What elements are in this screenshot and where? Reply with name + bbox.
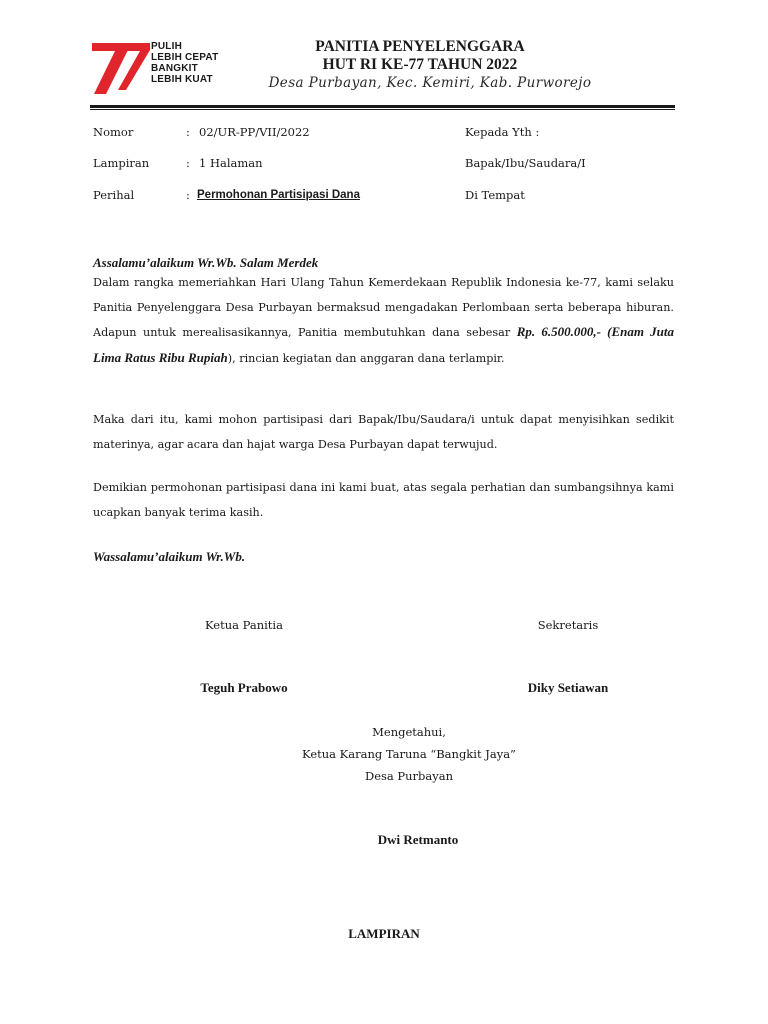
kepada-label: Kepada Yth :	[465, 125, 540, 139]
letterhead-divider-thin	[90, 109, 675, 110]
paragraph-3: Demikian permohonan partisipasi dana ini kami buat, atas segala perhatian dan sumbangsihnya kami ucapkan banyak terima kasih.	[93, 481, 674, 519]
letterhead-organization: PANITIA PENYELENGGARA	[315, 38, 525, 55]
perihal-colon: :	[186, 188, 190, 202]
paragraph-1	[93, 271, 674, 371]
recipient: Bapak/Ibu/Saudara/I	[465, 156, 586, 170]
logo-tagline	[151, 41, 218, 85]
perihal-label: Perihal	[93, 188, 135, 202]
letterhead-event: HUT RI KE-77 TAHUN 2022	[322, 56, 518, 73]
karang-taruna-name: Dwi Retmanto	[377, 832, 459, 847]
lampiran-label: Lampiran	[93, 156, 150, 170]
letterhead-divider	[90, 105, 675, 108]
paragraph-1-tail: ), rincian kegiatan dan anggaran dana terlampir.	[227, 351, 505, 365]
closing-greeting: Wassalamu’alaikum Wr.Wb.	[93, 549, 246, 564]
requested-amount: Rp. 6.500.000,- (Enam Juta Lima Ratus Ribu Rupiah	[93, 324, 674, 365]
greeting: Assalamu’alaikum Wr.Wb. Salam Merdek	[93, 255, 319, 270]
logo-line: PULIH	[151, 41, 182, 52]
nomor-label: Nomor	[93, 125, 134, 139]
mengetahui-label: Mengetahui,	[372, 725, 446, 739]
sekretaris-role: Sekretaris	[537, 618, 599, 632]
sekretaris-name: Diky Setiawan	[527, 680, 609, 695]
desa-label: Desa Purbayan	[364, 769, 454, 783]
ketua-panitia-role: Ketua Panitia	[205, 618, 283, 632]
logo-line: LEBIH KUAT	[151, 74, 213, 85]
lampiran-colon: :	[186, 156, 190, 170]
lampiran-value: 1 Halaman	[199, 156, 263, 170]
logo-line: BANGKIT	[151, 63, 198, 74]
nomor-value: 02/UR-PP/VII/2022	[199, 125, 310, 139]
letterhead-address: Desa Purbayan, Kec. Kemiri, Kab. Purworejo	[268, 75, 592, 91]
di-tempat: Di Tempat	[465, 188, 525, 202]
karang-taruna-role: Ketua Karang Taruna “Bangkit Jaya”	[302, 747, 516, 761]
attachment-title: LAMPIRAN	[348, 926, 420, 941]
paragraph-1-text: Dalam rangka memeriahkan Hari Ulang Tahun Kemerdekaan Republik Indonesia ke-77, kami selaku Panitia Penyelenggara Desa Purbayan bermaksud mengadakan Perlombaan serta beberapa hiburan. Adapun untuk merealisasikannya, Panitia membutuhkan dana sebesar	[93, 276, 674, 339]
logo-line: LEBIH CEPAT	[151, 52, 219, 63]
nomor-colon: :	[186, 125, 190, 139]
perihal-value: Permohonan Partisipasi Dana	[197, 189, 360, 201]
ketua-panitia-name: Teguh Prabowo	[200, 680, 288, 695]
paragraph-2: Maka dari itu, kami mohon partisipasi dari Bapak/Ibu/Saudara/i untuk dapat menyisihkan sedikit materinya, agar acara dan hajat warga Desa Purbayan dapat terwujud.	[93, 413, 674, 451]
